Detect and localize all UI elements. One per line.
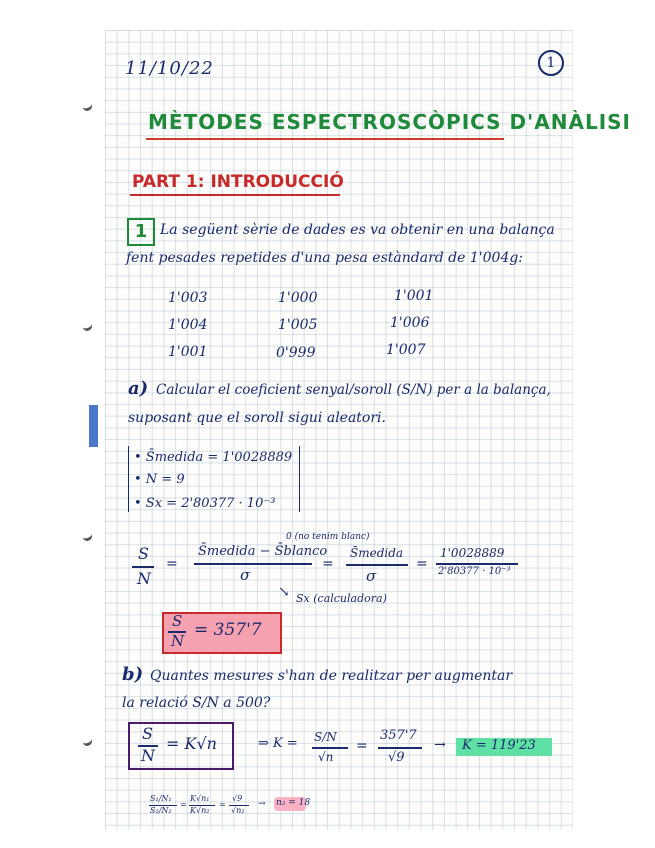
- sqrt-den: √n₂: [231, 806, 245, 815]
- statement-line: La següent sèrie de dades es va obtenir en una balança: [160, 222, 555, 238]
- question-a-text: suposant que el soroll sigui aleatori.: [128, 410, 386, 426]
- question-a-text: Calcular el coeficient senyal/soroll (S/N) per a la balança,: [156, 382, 551, 398]
- box-num: S: [142, 724, 153, 743]
- sn-mid-num: S̄medida − S̄blanco: [198, 544, 328, 559]
- sn-val-num: 1'0028889: [440, 546, 505, 560]
- part-heading: PART 1: INTRODUCCIÓ: [132, 172, 344, 192]
- data-value: 1'001: [394, 288, 434, 304]
- bottom-arrow: →: [258, 799, 266, 809]
- fraction-line: [436, 563, 518, 565]
- title-underline: [146, 138, 504, 140]
- side-sticker: [89, 405, 98, 447]
- result-a-num: S: [172, 612, 183, 630]
- k-den: √n: [318, 750, 334, 764]
- k-arrow: ⇒ K =: [258, 736, 298, 751]
- ratio-num: S₁/N₁: [150, 794, 172, 803]
- sqrt-num: √9: [232, 794, 243, 803]
- question-b-text: la relació S/N a 500?: [122, 695, 271, 711]
- sn-lhs-den: N: [137, 569, 151, 588]
- question-b-text: Quantes mesures s'han de realitzar per augmentar: [150, 668, 513, 684]
- sn-right-num: S̄medida: [350, 546, 404, 560]
- data-value: 1'000: [278, 290, 318, 306]
- page-number: 1: [538, 50, 564, 76]
- data-value: 1'003: [168, 290, 208, 306]
- box-den: N: [141, 746, 155, 765]
- kden-ratio: K√n₂: [190, 806, 210, 815]
- sx-note: Sx (calculadora): [296, 592, 387, 605]
- equals-sign: =: [180, 800, 187, 809]
- given-sx: • Sx = 2'80377 · 10⁻³: [134, 496, 276, 511]
- given-n: • N = 9: [134, 472, 185, 487]
- arrow: ↘: [278, 584, 290, 600]
- result-arrow: →: [434, 737, 446, 753]
- result-a-den: N: [171, 632, 185, 650]
- equals-sign: =: [166, 556, 178, 572]
- ring-hole: [80, 734, 93, 748]
- knum-ratio: K√n₁: [190, 794, 210, 803]
- page-title: MÈTODES ESPECTROSCÒPICS D'ANÀLISI: [148, 110, 631, 134]
- data-value: 0'999: [276, 345, 316, 361]
- ratio-den: S₂/N₂: [150, 806, 172, 815]
- equals-sign: =: [416, 556, 428, 572]
- sn-mid-den: σ: [240, 566, 251, 584]
- exercise-number: 1: [127, 218, 155, 246]
- k-result: K = 119'23: [462, 738, 536, 753]
- ring-hole: [80, 99, 93, 113]
- data-value: 1'006: [390, 315, 430, 331]
- fraction-line: [312, 747, 348, 749]
- sn-right-den: σ: [366, 567, 377, 585]
- data-value: 1'001: [168, 344, 208, 360]
- v-num: 357'7: [380, 728, 417, 743]
- part-underline: [130, 194, 340, 196]
- v-den: √9: [388, 750, 405, 765]
- equals-sign: =: [356, 738, 368, 754]
- box-rhs: = K√n: [166, 734, 217, 753]
- statement-line: fent pesades repetides d'una pesa estàndard de 1'004g:: [126, 250, 524, 266]
- fraction-line: [194, 563, 312, 565]
- question-a-label: a): [128, 378, 149, 399]
- n2-result: n₂ = 18: [276, 798, 311, 808]
- k-num: S/N: [314, 730, 337, 744]
- sn-val-den: 2'80377 · 10⁻³: [438, 566, 511, 577]
- question-b-label: b): [122, 664, 144, 685]
- given-smean: • S̄medida = 1'0028889: [134, 450, 293, 465]
- ring-hole: [80, 529, 93, 543]
- blank-note: 0 (no tenim blanc): [286, 532, 370, 542]
- data-value: 1'004: [168, 317, 208, 333]
- date: 11/10/22: [125, 58, 214, 79]
- result-a-value: = 357'7: [194, 620, 262, 640]
- fraction-line: [346, 564, 408, 566]
- fraction-line: [132, 566, 154, 568]
- ring-hole: [80, 319, 93, 333]
- sn-lhs-num: S: [138, 544, 149, 563]
- equals-sign: =: [219, 800, 226, 809]
- equals-sign: =: [322, 556, 334, 572]
- fraction-line: [378, 747, 422, 749]
- data-value: 1'007: [386, 342, 426, 358]
- data-value: 1'005: [278, 317, 318, 333]
